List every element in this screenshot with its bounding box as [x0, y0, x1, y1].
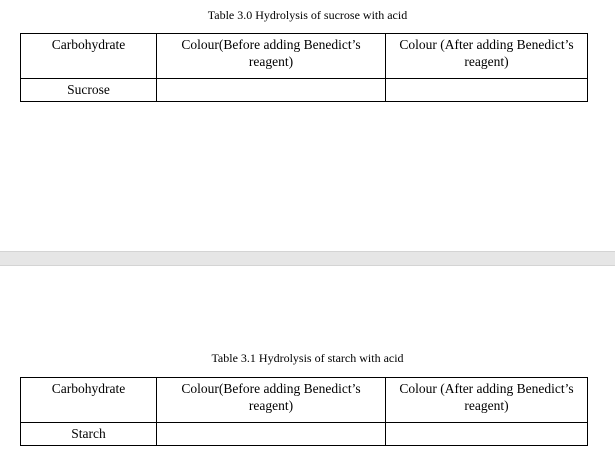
table-header-row — [21, 34, 588, 79]
cell-colour-after[interactable] — [386, 79, 588, 102]
header-cell-colour-before[interactable]: Colour(Before adding Benedict’s reagent) — [157, 34, 386, 79]
table-header-row — [21, 378, 588, 423]
cell-colour-after[interactable] — [386, 423, 588, 446]
header-cell-carbohydrate[interactable]: Carbohydrate — [21, 378, 157, 423]
cell-carbohydrate[interactable]: Sucrose — [21, 79, 157, 102]
cell-colour-before[interactable] — [157, 79, 386, 102]
page-separator — [0, 251, 615, 266]
starch-hydrolysis-table — [20, 377, 588, 446]
header-cell-carbohydrate[interactable]: Carbohydrate — [21, 34, 157, 79]
document-page-2 — [0, 266, 615, 455]
sucrose-hydrolysis-table — [20, 33, 588, 102]
cell-carbohydrate[interactable]: Starch — [21, 423, 157, 446]
table-caption: Table 3.1 Hydrolysis of starch with acid — [211, 351, 404, 365]
header-cell-colour-after[interactable]: Colour (After adding Benedict’s reagent) — [386, 378, 588, 423]
cell-colour-before[interactable] — [157, 423, 386, 446]
table-row — [21, 423, 588, 446]
header-cell-colour-before[interactable]: Colour(Before adding Benedict’s reagent) — [157, 378, 386, 423]
table-row — [21, 79, 588, 102]
table-caption: Table 3.0 Hydrolysis of sucrose with acid — [207, 8, 408, 22]
header-cell-colour-after[interactable]: Colour (After adding Benedict’s reagent) — [386, 34, 588, 79]
